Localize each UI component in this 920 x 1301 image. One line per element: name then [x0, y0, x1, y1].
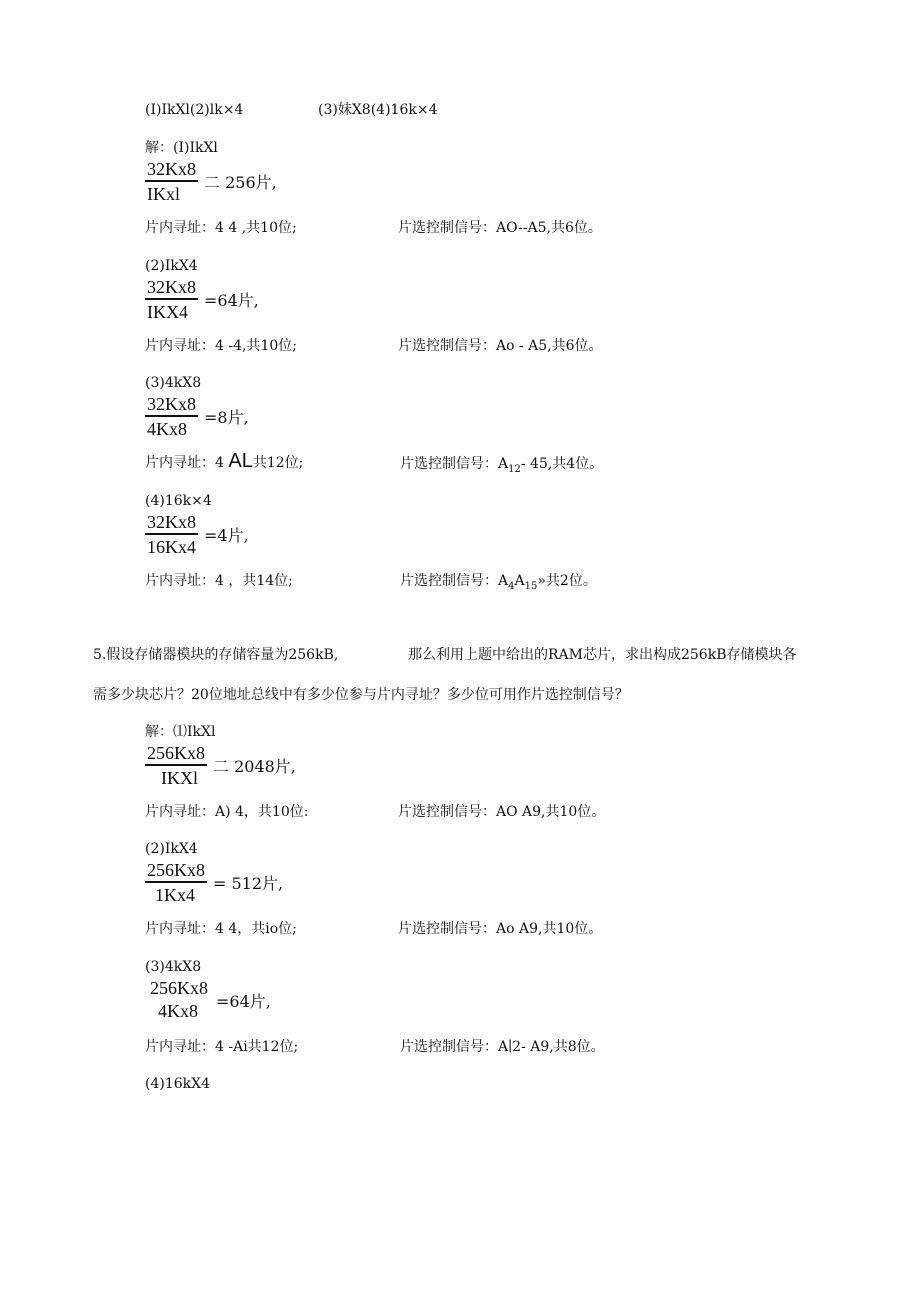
q4-item2-sel: 片选控制信号：Ao - A5,共6位。 — [398, 338, 603, 354]
result: = 512片, — [213, 874, 284, 894]
q5-item2-addr: 片内寻址：4 4，共io位; — [145, 921, 297, 937]
result: 二 256片, — [204, 173, 277, 193]
numerator: 32Kx8 — [147, 277, 196, 297]
sel-suffix: - 45,共4位。 — [520, 456, 604, 472]
q4-item4-fraction — [145, 511, 249, 559]
result: =4片, — [204, 526, 249, 546]
denominator: IKXl — [161, 767, 198, 788]
q5-item3-head: (3)4kX8 — [145, 959, 202, 975]
denominator: 4Kx8 — [158, 1001, 198, 1021]
result: =64片, — [204, 291, 259, 311]
q5-line1-a: 5.假设存储器模块的存储容量为256kB, — [93, 647, 339, 663]
q4-item2-head: (2)IkX4 — [145, 258, 198, 274]
result: =8片, — [204, 408, 249, 428]
sel-prefix: 片选控制信号：A — [400, 573, 509, 589]
numerator: 256Kx8 — [147, 860, 205, 880]
q5-item1-addr: 片内寻址：A) 4，共10位: — [145, 804, 309, 820]
q4-item3-fraction — [145, 393, 249, 441]
q4-item1-addr: 片内寻址：4 4 ,共10位; — [145, 220, 297, 236]
q5-item2-head: (2)IkX4 — [145, 841, 198, 857]
q4-item4-sel — [400, 572, 597, 596]
q5-item3-addr: 片内寻址：4 -Ai共12位; — [145, 1039, 299, 1055]
denominator: 1Kx4 — [155, 884, 195, 905]
q5-line1-b: 那么利用上题中给出的RAM芯片，求出构成256kB存储模块各 — [408, 647, 797, 663]
q4-item4-addr: 片内寻址：4 ，共14位; — [145, 573, 293, 589]
q4-item2-addr: 片内寻址：4 -4,共10位; — [145, 338, 297, 354]
q4-item3-head: (3)4kX8 — [145, 375, 202, 391]
numerator: 256Kx8 — [147, 743, 205, 763]
result: 二 2048片, — [213, 757, 296, 777]
denominator: IKX4 — [147, 301, 188, 322]
addr-prefix: 片内寻址：4 — [145, 455, 229, 471]
q5-item1-head: 解：⑴IkXl — [145, 724, 216, 740]
q5-item2-fraction — [145, 859, 283, 907]
sel-subscript-2: 15 — [524, 580, 538, 592]
q4-item1-sel: 片选控制信号：AO--A5,共6位。 — [398, 220, 602, 236]
options-line-a: (I)IkXl(2)lk×4 — [145, 102, 244, 118]
q5-item3-fraction — [148, 977, 271, 1023]
denominator: IKxl — [147, 183, 180, 204]
result: =64片, — [216, 991, 271, 1011]
sel-subscript: 12 — [508, 463, 521, 475]
q4-item3-sel — [400, 455, 603, 479]
q4-item1-head: 解：(I)IkXl — [145, 140, 218, 156]
addr-large-glyph: AL — [228, 450, 253, 472]
numerator: 32Kx8 — [147, 159, 196, 179]
q5-item4-head: (4)16kX4 — [145, 1076, 211, 1092]
q5-item3-sel: 片选控制信号：A∣2- A9,共8位。 — [400, 1039, 605, 1055]
q5-item2-sel: 片选控制信号：Ao A9,共10位。 — [398, 921, 603, 937]
q4-item3-addr — [145, 452, 303, 472]
sel-mid: A — [514, 573, 525, 589]
numerator: 32Kx8 — [147, 512, 196, 532]
q4-item4-head: (4)16k×4 — [145, 493, 212, 509]
sel-suffix: »共2位。 — [537, 573, 597, 589]
q5-item1-fraction — [145, 742, 296, 790]
q4-item1-fraction — [145, 158, 277, 206]
addr-suffix: 共12位; — [252, 455, 304, 471]
denominator: 4Kx8 — [147, 418, 187, 439]
options-line-b: (3)妹X8(4)16k×4 — [318, 102, 438, 118]
q5-item1-sel: 片选控制信号：AO A9,共10位。 — [398, 804, 606, 820]
numerator: 32Kx8 — [147, 394, 196, 414]
sel-subscript-1: 4 — [508, 580, 515, 592]
q4-item2-fraction — [145, 276, 259, 324]
numerator: 256Kx8 — [150, 978, 208, 998]
denominator: 16Kx4 — [147, 536, 196, 557]
q5-line2: 需多少块芯片？20位地址总线中有多少位参与片内寻址？多少位可用作片选控制信号？ — [93, 687, 629, 703]
sel-prefix: 片选控制信号：A — [400, 456, 509, 472]
